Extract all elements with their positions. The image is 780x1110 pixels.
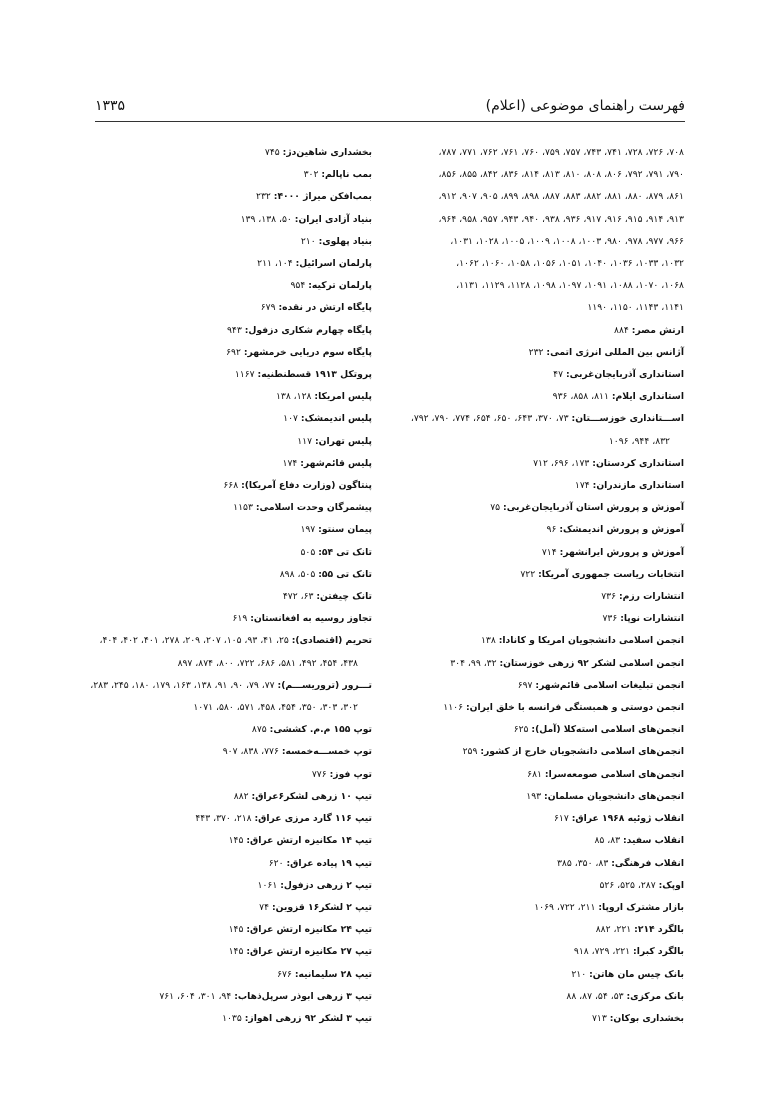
- page-refs: ۱۳۸: [480, 635, 496, 647]
- index-entry: [339, 519, 684, 541]
- index-term: تیپ ۲۷ مکانیزه ارتش عراق:: [246, 946, 372, 958]
- page-refs: ۷۵: [490, 502, 501, 514]
- page-refs: ۳۰۲: [303, 169, 319, 181]
- index-term: استانداری مازندران:: [592, 480, 684, 492]
- page-refs: ۸۳، ۸۵: [594, 835, 621, 847]
- index-term: انجمن‌های اسلامی دانشجویان خارج از کشور:: [480, 746, 684, 758]
- page-refs: ۷۳، ۳۷۰، ۶۴۳، ۶۵۰، ۶۵۴، ۷۷۴، ۷۹۰، ۷۹۲،: [410, 413, 569, 425]
- index-term: تانک تی ۵۴:: [318, 546, 372, 558]
- index-entry: [339, 719, 684, 741]
- page-refs: ۷۳۶: [602, 613, 618, 625]
- page-refs: ۱۰۳۲، ۱۰۳۳، ۱۰۳۶، ۱۰۴۰، ۱۰۵۱، ۱۰۵۶، ۱۰۵۸، ۱۰۶۰، ۱۰۶۲،: [456, 258, 684, 270]
- index-entry: [339, 453, 684, 475]
- index-entry: [42, 675, 372, 697]
- page-refs: ۲۱۰: [300, 235, 316, 247]
- index-term: تیپ ۱۹ پیاده عراق:: [286, 857, 372, 869]
- index-term: پایگاه سوم دریایی خرمشهر:: [243, 346, 372, 358]
- page-refs: ۶۲۰: [268, 857, 284, 869]
- page-refs: ۳۰۲، ۳۰۳، ۳۵۰، ۴۵۴، ۴۵۸، ۵۷۱، ۵۸۰، ۱۰۷۱: [193, 702, 358, 714]
- page-refs: ۷۷، ۷۹، ۹۰، ۹۱، ۱۳۸، ۱۶۳، ۱۷۹، ۱۸۰، ۲۴۵، ۲۸۳،: [90, 679, 275, 691]
- page-refs: ۴۷: [553, 369, 564, 381]
- index-term: تیپ ۱۰ زرهی لشکر۶عراق:: [251, 790, 372, 802]
- index-term: توپ خمســـه‌خمسه:: [281, 746, 372, 758]
- index-entry: [339, 986, 684, 1008]
- page-refs: ۲۳۲: [256, 191, 271, 203]
- page-refs: ۸۳۲، ۹۴۴، ۱۰۹۶: [608, 435, 670, 447]
- index-term: تیپ ۱۱۶ گارد مرزی عراق:: [254, 813, 372, 825]
- index-entry: [42, 853, 372, 875]
- index-entry: [339, 1008, 684, 1030]
- index-term: بخشداری شاهین‌دژ:: [282, 147, 372, 158]
- index-entry: [42, 741, 372, 763]
- page-refs: ۷۴: [259, 901, 270, 913]
- index-entry: [42, 941, 372, 963]
- index-entry: [339, 386, 684, 408]
- page-header: [95, 93, 685, 119]
- index-entry: [339, 964, 684, 986]
- index-term: ارتش مصر:: [631, 324, 684, 336]
- index-term: انتشارات نوپا:: [620, 613, 684, 625]
- index-entry: [42, 164, 372, 186]
- index-entry: [339, 653, 684, 675]
- index-entry: [42, 253, 372, 275]
- index-entry: [42, 364, 372, 386]
- page-refs: ۹۶۶، ۹۷۷، ۹۷۸، ۹۸۰، ۱۰۰۳، ۱۰۰۸، ۱۰۰۹، ۱۰۰۵، ۱۰۲۸، ۱۰۳۱،: [450, 235, 684, 247]
- index-term: انقلاب ژوئیه ۱۹۶۸ عراق:: [571, 813, 684, 825]
- page-refs: ۶۳، ۴۷۲: [282, 591, 314, 603]
- index-entry: [339, 542, 684, 564]
- page-refs: ۱۴۵: [228, 835, 244, 847]
- index-entry: [42, 453, 372, 475]
- index-entry: [339, 853, 684, 875]
- page-refs: ۱۴۵: [228, 946, 244, 958]
- index-entry: [42, 497, 372, 519]
- index-entry: [42, 964, 372, 986]
- page-refs: ۷۷۶، ۸۳۸، ۹۰۷: [222, 746, 279, 758]
- page-refs: ۶۸۱: [527, 768, 542, 780]
- page-refs: ۵۰۵: [300, 546, 316, 558]
- index-entry: [339, 209, 684, 231]
- index-entry: [42, 431, 372, 453]
- index-term: تیپ ۳ لشکر ۹۲ زرهی اهواز:: [244, 1012, 372, 1024]
- index-entry: [339, 741, 684, 763]
- page-refs: ۱۱۰۶: [443, 702, 464, 714]
- index-term: انجمن اسلامی دانشجویان امریکا و کانادا:: [498, 635, 684, 647]
- index-term: بانک چیس مان هاتن:: [589, 968, 684, 980]
- index-term: تیپ ۳ زرهی ابوذر سرپل‌ذهاب:: [234, 990, 372, 1002]
- index-entry: [42, 342, 372, 364]
- page-refs: ۴۳۸، ۴۵۴، ۴۹۲، ۵۸۱، ۶۸۶، ۷۲۲، ۸۰۰، ۸۷۴، ۸۹۷: [177, 657, 358, 669]
- index-term: پیشمرگان وحدت اسلامی:: [255, 502, 372, 514]
- index-term: اوپک:: [658, 879, 684, 891]
- index-term: تجاوز روسیه به افغانستان:: [250, 613, 372, 625]
- index-entry: [339, 675, 684, 697]
- index-term: تانک تی ۵۵:: [318, 568, 372, 580]
- index-entry: [339, 830, 684, 852]
- page-refs: ۱۰۳۵: [222, 1012, 242, 1024]
- header-rule: [95, 121, 685, 122]
- page-refs: ۶۷۹: [260, 302, 276, 314]
- page-refs: ۹۴۳: [226, 324, 242, 336]
- page-refs: ۶۱۷: [554, 813, 569, 825]
- index-column-left: [42, 142, 372, 1030]
- index-term: تیپ ۲ لشکر۱۶ قزوین:: [271, 901, 372, 913]
- index-entry: [339, 919, 684, 941]
- index-entry: [42, 231, 372, 253]
- index-entry: [42, 275, 372, 297]
- page-number: ۱۳۳۵: [95, 98, 126, 114]
- index-entry: [42, 653, 372, 675]
- page-refs: ۹۵۴: [290, 280, 306, 292]
- index-entry: [42, 408, 372, 430]
- index-entry: [339, 764, 684, 786]
- page-refs: ۹۱۳، ۹۱۴، ۹۱۵، ۹۱۶، ۹۱۷، ۹۳۶، ۹۳۸، ۹۴۰، ۹۴۳، ۹۵۷، ۹۵۸، ۹۶۴،: [438, 213, 684, 225]
- page-refs: ۱۰۴، ۲۱۱: [257, 258, 293, 270]
- index-term: بمب‌افکن میراژ ۴۰۰۰:: [273, 191, 372, 203]
- index-term: استانداری کردستان:: [592, 457, 684, 469]
- index-term: آموزش و پرورش ایرانشهر:: [559, 546, 684, 558]
- page-refs: ۷۱۳: [591, 1012, 607, 1024]
- index-entry: [42, 808, 372, 830]
- page-refs: ۲۵۹: [462, 746, 478, 758]
- index-term: تـــرور (تروریســـم):: [277, 679, 372, 691]
- page-refs: ۱۱۷: [297, 435, 313, 447]
- index-term: بالگرد ۲۱۴:: [634, 924, 684, 936]
- page-refs: ۱۷۴: [282, 457, 298, 469]
- index-entry: [339, 364, 684, 386]
- page-refs: ۵۰۵، ۸۹۸: [279, 568, 316, 580]
- index-entry: [339, 941, 684, 963]
- page-refs: ۸۸۴: [614, 324, 629, 336]
- index-entry: [339, 186, 684, 208]
- index-entry: [339, 786, 684, 808]
- index-term: پلیس تهران:: [314, 435, 372, 447]
- index-term: تیپ ۲۸ سلیمانیه:: [294, 968, 372, 980]
- index-term: پلیس امریکا:: [314, 391, 372, 403]
- index-entry: [339, 586, 684, 608]
- page-refs: ۲۲۱، ۸۸۲: [595, 924, 632, 936]
- index-term: آژانس بین المللی انرژی اتمی:: [546, 346, 684, 358]
- index-term: انجمن‌های دانشجویان مسلمان:: [544, 790, 684, 802]
- index-term: تیپ ۱۴ مکانیزه ارتش عراق:: [246, 835, 372, 847]
- index-entry: [339, 475, 684, 497]
- index-entry: [339, 697, 684, 719]
- page-refs: ۶۹۷: [517, 679, 533, 691]
- index-entry: [42, 919, 372, 941]
- index-entry: [339, 253, 684, 275]
- index-term: پارلمان اسرائیل:: [295, 258, 372, 270]
- page-refs: ۱۹۳: [526, 790, 542, 802]
- index-entry: [339, 431, 684, 453]
- index-term: تانک چیفتن:: [316, 591, 372, 603]
- page-refs: ۷۰۸، ۷۲۶، ۷۲۸، ۷۴۱، ۷۴۳، ۷۵۷، ۷۵۹، ۷۶۰، ۷۶۱، ۷۶۲، ۷۷۱، ۷۸۷،: [438, 147, 684, 158]
- index-term: تیپ ۲ زرهی دزفول:: [280, 879, 372, 891]
- page-refs: ۶۷۶: [277, 968, 292, 980]
- page-refs: ۸۳، ۳۵۰، ۳۸۵: [557, 857, 609, 869]
- page-refs: ۱۱۴۱، ۱۱۴۳، ۱۱۵۰، ۱۱۹۰: [587, 302, 684, 314]
- page-refs: ۸۷۵: [251, 724, 267, 736]
- index-term: پایگاه ارتش در نقده:: [278, 302, 372, 314]
- index-term: بانک مرکزی:: [626, 990, 684, 1002]
- index-entry: [339, 497, 684, 519]
- index-entry: [42, 630, 372, 652]
- page-refs: ۷۷۶: [311, 768, 327, 780]
- index-term: انتخابات ریاست جمهوری آمریکا:: [538, 568, 684, 580]
- page-refs: ۲۸۷، ۵۲۵، ۵۲۶: [599, 879, 656, 891]
- index-term: بالگرد کبرا:: [633, 946, 684, 958]
- page-refs: ۱۴۵: [228, 924, 244, 936]
- index-term: انجمن‌های اسلامی استه‌کلا (آمل):: [531, 724, 684, 736]
- index-entry: [42, 209, 372, 231]
- index-column-right: [339, 142, 684, 1030]
- index-term: انجمن‌های اسلامی صومعه‌سرا:: [544, 768, 684, 780]
- index-entry: [42, 320, 372, 342]
- index-term: استانداری آذربایجان‌غربی:: [565, 369, 684, 381]
- page-refs: ۷۱۴: [541, 546, 557, 558]
- index-term: تحریم (اقتصادی):: [291, 635, 372, 647]
- index-entry: [42, 475, 372, 497]
- index-entry: [42, 297, 372, 319]
- index-entry: [339, 164, 684, 186]
- index-term: استانداری ایلام:: [611, 391, 684, 403]
- page-refs: ۶۶۸: [223, 480, 239, 492]
- page-refs: ۲۱۰: [571, 968, 587, 980]
- page-refs: ۷۲۲: [520, 568, 536, 580]
- index-entry: [42, 386, 372, 408]
- page-refs: ۲۱۸، ۳۷۰، ۴۴۳: [195, 813, 252, 825]
- index-entry: [42, 875, 372, 897]
- page-refs: ۹۴، ۳۰۱، ۶۰۴، ۷۶۱: [159, 990, 232, 1002]
- index-entry: [339, 297, 684, 319]
- page-refs: ۳۲، ۹۹، ۳۰۴: [450, 657, 497, 669]
- page-refs: ۵۳، ۵۴، ۸۷، ۸۸: [566, 990, 624, 1002]
- index-entry: [42, 786, 372, 808]
- index-term: پلیس اندیمشک:: [300, 413, 372, 425]
- page-refs: ۷۳۶: [601, 591, 617, 603]
- index-entry: [42, 142, 372, 164]
- page-refs: ۲۲۱، ۷۲۹، ۹۱۸: [573, 946, 631, 958]
- index-entry: [42, 764, 372, 786]
- page-refs: ۲۳۲: [528, 346, 544, 358]
- index-entry: [42, 608, 372, 630]
- index-entry: [42, 897, 372, 919]
- page-refs: ۱۲۸، ۱۳۸: [275, 391, 312, 403]
- page-refs: ۸۸۲: [233, 790, 249, 802]
- page-refs: ۷۹۰، ۷۹۱، ۷۹۲، ۸۰۶، ۸۰۸، ۸۱۰، ۸۱۳، ۸۱۴، ۸۳۶، ۸۴۲، ۸۵۵، ۸۵۶،: [438, 169, 684, 181]
- index-term: بنیاد آزادی ایران:: [294, 213, 372, 225]
- index-term: بنیاد پهلوی:: [318, 235, 372, 247]
- index-term: انتشارات رزم:: [618, 591, 684, 603]
- index-entry: [42, 1008, 372, 1030]
- index-entry: [339, 408, 684, 430]
- page-refs: ۱۰۶۸، ۱۰۷۰، ۱۰۸۸، ۱۰۹۱، ۱۰۹۷، ۱۰۹۸، ۱۱۲۸، ۱۱۲۹، ۱۱۳۱،: [456, 280, 684, 292]
- index-entry: [339, 231, 684, 253]
- page-refs: ۲۵، ۴۱، ۹۳، ۱۰۵، ۲۰۷، ۲۰۹، ۲۷۸، ۴۰۱، ۴۰۲، ۴۰۴،: [99, 635, 289, 647]
- index-entry: [339, 897, 684, 919]
- index-entry: [42, 564, 372, 586]
- page-refs: ۱۰۶۱: [257, 879, 278, 891]
- index-term: بازار مشترک اروپا:: [598, 901, 684, 913]
- index-term: اســـتانداری خوزســـتان:: [571, 413, 684, 425]
- index-term: بخشداری بوکان:: [609, 1012, 684, 1024]
- index-entry: [42, 830, 372, 852]
- index-entry: [339, 320, 684, 342]
- page-refs: ۸۱۱، ۸۵۸، ۹۳۶: [552, 391, 609, 403]
- index-entry: [42, 719, 372, 741]
- page-refs: ۶۱۹: [232, 613, 248, 625]
- running-title: فهرست راهنمای موضوعی (اعلام): [485, 98, 685, 114]
- index-term: انجمن تبلیغات اسلامی قائم‌شهر:: [535, 679, 684, 691]
- index-term: توپ فوز:: [329, 768, 372, 780]
- page-refs: ۹۶: [546, 524, 557, 536]
- index-entry: [42, 986, 372, 1008]
- page-refs: ۵۰، ۱۳۸، ۱۳۹: [240, 213, 292, 225]
- index-entry: [339, 808, 684, 830]
- index-term: توپ ۱۵۵ م.م. کششی:: [269, 724, 372, 736]
- index-entry: [339, 608, 684, 630]
- index-term: تیپ ۲۴ مکانیزه ارتش عراق:: [246, 924, 372, 936]
- index-term: انجمن دوستی و همبستگی فرانسه با خلق ایران:: [465, 702, 684, 714]
- page-refs: ۱۱۵۳: [233, 502, 253, 514]
- page-refs: ۶۹۲: [226, 346, 241, 358]
- index-entry: [339, 564, 684, 586]
- index-term: پارلمان ترکیه:: [308, 280, 372, 292]
- page-refs: ۱۷۳، ۶۹۶، ۷۱۲: [533, 457, 590, 469]
- index-entry: [339, 142, 684, 164]
- index-term: بمب ناپالم:: [321, 169, 372, 181]
- page-refs: ۲۱۱، ۷۲۲، ۱۰۶۹: [534, 901, 596, 913]
- index-term: آموزش و پرورش اندیمشک:: [559, 524, 684, 536]
- index-term: آموزش و پرورش استان آذربایجان‌غربی:: [503, 502, 684, 514]
- index-term: پیمان سنتو:: [318, 524, 372, 536]
- index-term: پروتکل ۱۹۱۳ قسطنطنیه:: [257, 369, 372, 381]
- page-refs: ۸۶۱، ۸۷۹، ۸۸۰، ۸۸۱، ۸۸۲، ۸۸۳، ۸۸۷، ۸۹۸، ۸۹۹، ۹۰۵، ۹۰۷، ۹۱۲،: [438, 191, 684, 203]
- index-entry: [42, 697, 372, 719]
- page-refs: ۱۷۴: [574, 480, 590, 492]
- index-term: انجمن اسلامی لشکر ۹۲ زرهی خوزستان:: [499, 657, 684, 669]
- index-term: پنتاگون (وزارت دفاع آمریکا):: [241, 480, 372, 492]
- index-entry: [339, 275, 684, 297]
- index-term: پایگاه چهارم شکاری دزفول:: [244, 324, 372, 336]
- page-refs: ۱۰۷: [283, 413, 298, 425]
- index-entry: [339, 630, 684, 652]
- index-term: انقلاب فرهنگی:: [611, 857, 684, 869]
- index-term: انقلاب سفید:: [623, 835, 684, 847]
- index-entry: [339, 342, 684, 364]
- index-term: پلیس قائم‌شهر:: [300, 457, 372, 469]
- index-entry: [42, 519, 372, 541]
- index-entry: [42, 186, 372, 208]
- page-refs: ۶۲۵: [513, 724, 529, 736]
- page-refs: ۱۹۷: [300, 524, 316, 536]
- index-entry: [42, 542, 372, 564]
- page-refs: ۷۴۵: [264, 147, 280, 158]
- page-refs: ۱۱۶۷: [234, 369, 255, 381]
- index-entry: [42, 586, 372, 608]
- index-entry: [339, 875, 684, 897]
